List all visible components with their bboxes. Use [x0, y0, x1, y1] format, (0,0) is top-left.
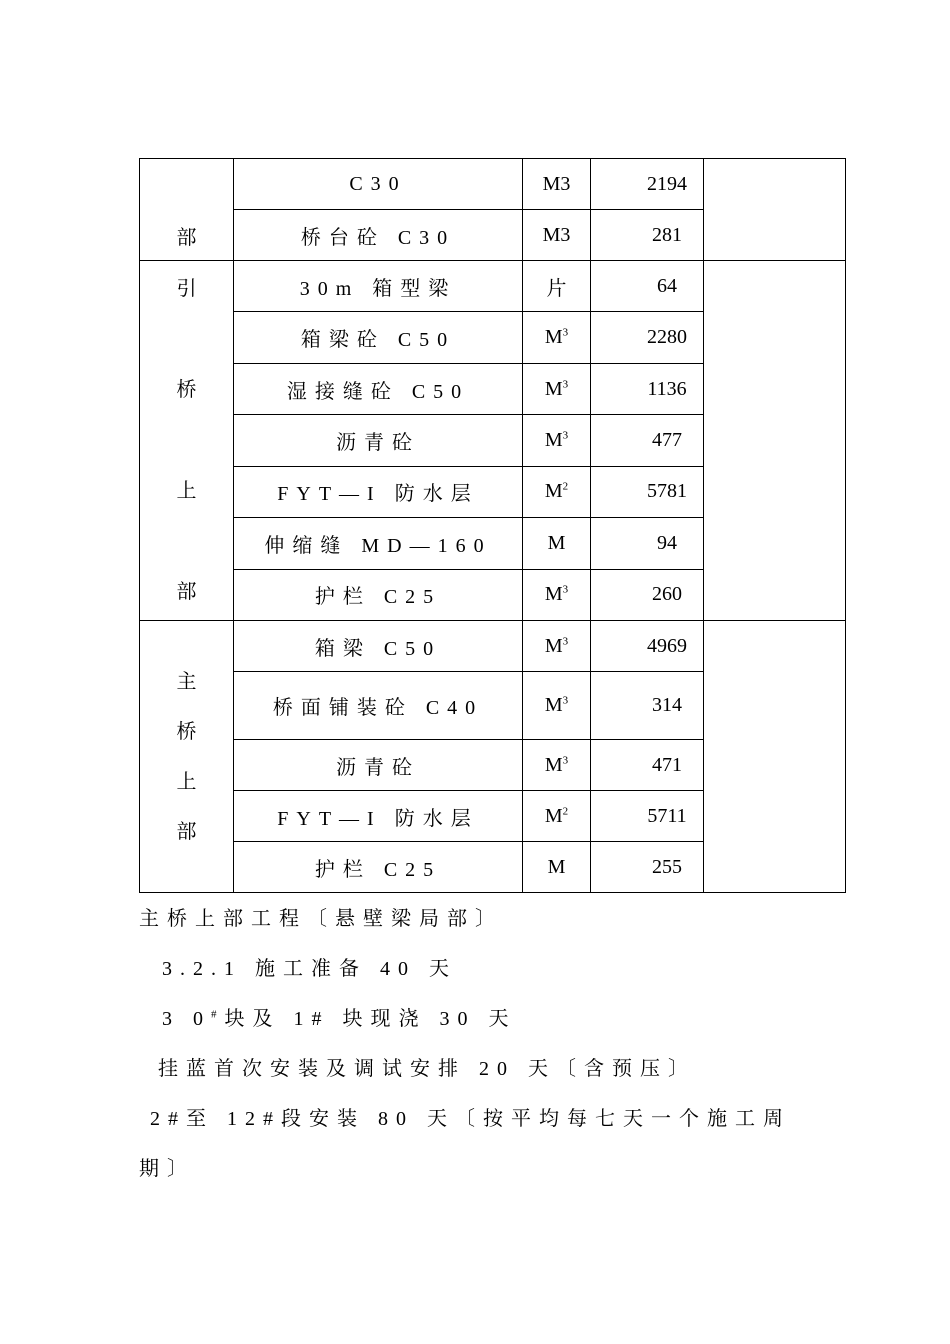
group-label-char: 上 — [176, 480, 197, 502]
value-cell: 4969 — [591, 621, 704, 672]
value-cell: 471 — [591, 740, 704, 791]
item-cell: 湿接缝砼 C50 — [234, 363, 523, 414]
group-label-cell — [140, 621, 234, 893]
item-cell: 桥面铺装砼 C40 — [234, 672, 523, 740]
value-cell: 94 — [591, 518, 704, 569]
group-label-char: 主 — [176, 670, 197, 693]
value-cell: 5711 — [591, 791, 704, 842]
paragraph-line: 3 0#块及 1# 块现浇 30 天 — [162, 1008, 517, 1030]
value-cell: 255 — [591, 842, 704, 893]
paragraph-line: 3.2.1 施工准备 40 天 — [162, 958, 457, 980]
group-label: 部 — [176, 227, 197, 249]
unit-cell: $M^3$ — [523, 569, 591, 620]
paragraph-line: 期〕 — [139, 1158, 195, 1180]
unit-cell: $M^3$ — [523, 312, 591, 363]
item-cell: 桥台砼 C30 — [234, 210, 523, 261]
item-cell: FYT—I 防水层 — [234, 466, 523, 517]
unit-cell: M3 — [523, 210, 591, 261]
item-cell: 30m 箱型梁 — [234, 261, 523, 312]
item-cell: 沥青砼 — [234, 415, 523, 466]
value-cell: 1136 — [591, 363, 704, 414]
unit-cell: M — [523, 842, 591, 893]
table-row — [140, 159, 846, 210]
group-label-char: 桥 — [176, 379, 197, 401]
remark-cell — [704, 621, 846, 893]
value-cell: 477 — [591, 415, 704, 466]
item-cell: C30 — [234, 159, 523, 210]
value-cell: 281 — [591, 210, 704, 261]
quantity-table — [139, 158, 846, 893]
group-label-char: 部 — [176, 581, 197, 603]
value-cell: 314 — [591, 672, 704, 740]
unit-cell: $M^3$ — [523, 363, 591, 414]
group-label-cell — [140, 159, 234, 261]
group-label-char: 桥 — [176, 720, 197, 743]
paragraph-line: 2#至 12#段安装 80 天〔按平均每七天一个施工周 — [150, 1108, 791, 1130]
value-cell: 2194 — [591, 159, 704, 210]
item-cell: 箱梁砼 C50 — [234, 312, 523, 363]
value-cell: 2280 — [591, 312, 704, 363]
value-cell: 64 — [591, 261, 704, 312]
paragraph-line: 挂蓝首次安装及调试安排 20 天〔含预压〕 — [158, 1058, 696, 1080]
unit-cell: $M^3$ — [523, 672, 591, 740]
unit-cell: M3 — [523, 159, 591, 210]
item-cell: 箱梁 C50 — [234, 621, 523, 672]
table-row — [140, 261, 846, 312]
value-cell: 260 — [591, 569, 704, 620]
item-cell: 护栏 C25 — [234, 842, 523, 893]
unit-cell: M — [523, 518, 591, 569]
item-cell: 护栏 C25 — [234, 569, 523, 620]
section-heading: 主桥上部工程〔悬壁梁局部〕 — [139, 908, 503, 930]
value-cell: 5781 — [591, 466, 704, 517]
remark-cell — [704, 261, 846, 621]
remark-cell — [704, 159, 846, 261]
unit-cell: $M^3$ — [523, 740, 591, 791]
unit-cell: $M^2$ — [523, 466, 591, 517]
unit-cell: $M^3$ — [523, 415, 591, 466]
unit-cell: $M^3$ — [523, 621, 591, 672]
group-label-char: 部 — [176, 820, 197, 843]
table-row — [140, 621, 846, 672]
item-cell: 伸缩缝 MD—160 — [234, 518, 523, 569]
group-label-char: 引 — [176, 278, 197, 300]
item-cell: 沥青砼 — [234, 740, 523, 791]
group-label-char: 上 — [176, 770, 197, 793]
unit-cell: $M^2$ — [523, 791, 591, 842]
item-cell: FYT—I 防水层 — [234, 791, 523, 842]
unit-cell: 片 — [523, 261, 591, 312]
group-label-cell — [140, 261, 234, 621]
